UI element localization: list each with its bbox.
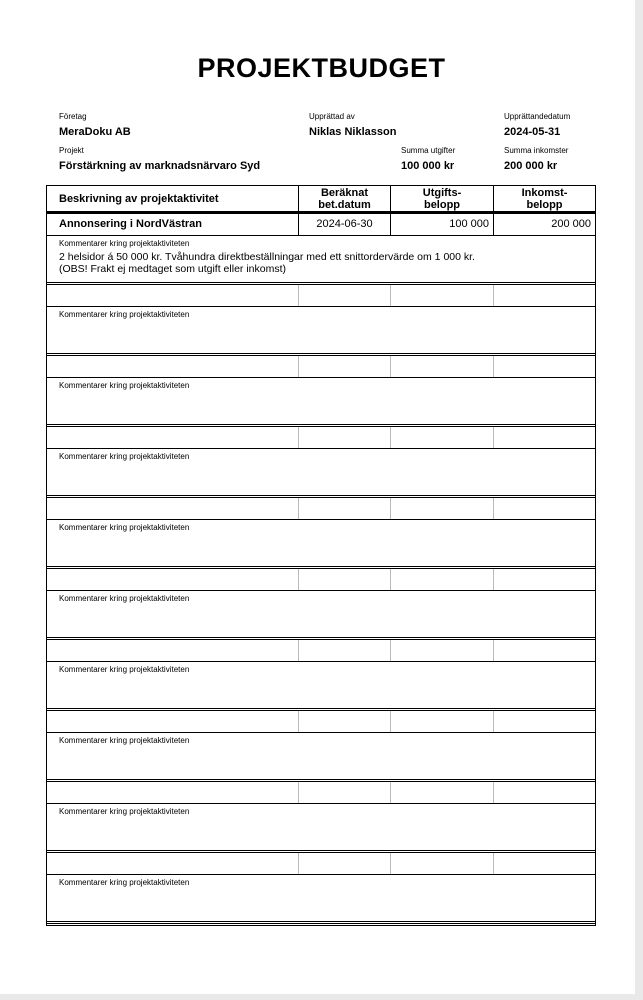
activity-description[interactable] — [47, 853, 298, 874]
table-header — [47, 186, 595, 214]
project-value: Förstärkning av marknadsnärvaro Syd — [59, 160, 261, 172]
activity-income[interactable] — [493, 356, 595, 377]
comment-label: Kommentarer kring projektaktiviteten — [59, 665, 190, 674]
comment-label: Kommentarer kring projektaktiviteten — [59, 736, 190, 745]
budget-table — [46, 185, 596, 926]
activity-expense[interactable] — [390, 640, 493, 661]
table-row — [47, 285, 595, 307]
comment-label: Kommentarer kring projektaktiviteten — [59, 878, 190, 887]
activity-block — [47, 711, 595, 782]
comment-label: Kommentarer kring projektaktiviteten — [59, 523, 190, 532]
comment-label: Kommentarer kring projektaktiviteten — [59, 452, 190, 461]
activity-description[interactable] — [47, 782, 298, 803]
activity-block — [47, 853, 595, 924]
date-value: 2024-05-31 — [504, 126, 561, 138]
activity-expense[interactable] — [390, 356, 493, 377]
table-row — [47, 782, 595, 804]
table-row — [47, 214, 595, 236]
activity-date[interactable] — [298, 782, 390, 803]
comment-label: Kommentarer kring projektaktiviteten — [59, 239, 190, 248]
activity-expense[interactable] — [390, 498, 493, 519]
comment-area[interactable] — [47, 307, 595, 320]
comment-text-line-1: 2 helsidor á 50 000 kr. Tvåhundra direktbeställningar med ett snittordervärde om 1 000 kr. — [59, 251, 475, 263]
activity-description[interactable] — [47, 427, 298, 448]
comment-area[interactable] — [47, 378, 595, 391]
prepared-by-value: Niklas Niklasson — [309, 126, 397, 138]
total-expenses-label: Summa utgifter — [401, 146, 456, 155]
activity-date[interactable] — [298, 356, 390, 377]
activity-description[interactable] — [47, 285, 298, 306]
activity-expense[interactable] — [390, 427, 493, 448]
col-description-header: Beskrivning av projektaktivitet — [59, 192, 219, 205]
total-income-label: Summa inkomster — [504, 146, 569, 155]
activity-income[interactable] — [493, 569, 595, 590]
col-date-header — [298, 186, 390, 211]
activity-block — [47, 356, 595, 427]
activity-block — [47, 640, 595, 711]
activity-description[interactable] — [47, 640, 298, 661]
activity-expense[interactable] — [390, 782, 493, 803]
project-label: Projekt — [59, 146, 84, 155]
date-label: Upprättandedatum — [504, 112, 571, 121]
activity-block — [47, 498, 595, 569]
activity-description[interactable] — [47, 569, 298, 590]
activity-description[interactable] — [47, 356, 298, 377]
table-row — [47, 356, 595, 378]
activity-date[interactable] — [298, 711, 390, 732]
table-row — [47, 711, 595, 733]
activity-expense[interactable] — [390, 569, 493, 590]
col-expense-header-text: Utgifts-belopp — [422, 186, 462, 211]
col-income-header-text: Inkomst-belopp — [521, 186, 568, 211]
activity-income[interactable] — [493, 498, 595, 519]
activity-income[interactable] — [493, 640, 595, 661]
table-row — [47, 427, 595, 449]
comment-label: Kommentarer kring projektaktiviteten — [59, 381, 190, 390]
activity-income[interactable] — [493, 782, 595, 803]
comment-area[interactable] — [47, 733, 595, 746]
comment-text-line-2: (OBS! Frakt ej medtaget som utgift eller inkomst) — [59, 263, 286, 275]
col-income-header — [493, 186, 595, 211]
comment-area[interactable] — [47, 662, 595, 675]
col-expense-header — [390, 186, 493, 211]
activity-description[interactable] — [47, 498, 298, 519]
table-row — [47, 640, 595, 662]
comment-area[interactable] — [47, 875, 595, 888]
comment-area[interactable] — [47, 804, 595, 817]
activity-date[interactable] — [298, 640, 390, 661]
table-row — [47, 498, 595, 520]
activity-block — [47, 214, 595, 285]
activity-expense[interactable] — [390, 285, 493, 306]
activity-block — [47, 569, 595, 640]
activity-income[interactable]: 200 000 — [493, 214, 595, 235]
activity-income[interactable] — [493, 853, 595, 874]
table-row — [47, 569, 595, 591]
activity-block — [47, 782, 595, 853]
activity-date[interactable] — [298, 498, 390, 519]
total-income-value: 200 000 kr — [504, 160, 558, 172]
activity-expense[interactable] — [390, 853, 493, 874]
activity-income[interactable] — [493, 711, 595, 732]
comment-area[interactable] — [47, 449, 595, 462]
activity-description[interactable] — [47, 711, 298, 732]
activity-date[interactable]: 2024-06-30 — [298, 214, 390, 235]
activity-description[interactable]: Annonsering i NordVästran — [59, 218, 203, 230]
company-value: MeraDoku AB — [59, 126, 131, 138]
comment-area[interactable] — [47, 236, 595, 275]
page-title: PROJEKTBUDGET — [197, 53, 446, 83]
activity-income[interactable] — [493, 285, 595, 306]
total-expenses-value: 100 000 kr — [401, 160, 455, 172]
activity-income[interactable] — [493, 427, 595, 448]
activity-date[interactable] — [298, 427, 390, 448]
activity-block — [47, 285, 595, 356]
comment-area[interactable] — [47, 591, 595, 604]
comment-label: Kommentarer kring projektaktiviteten — [59, 310, 190, 319]
comment-label: Kommentarer kring projektaktiviteten — [59, 807, 190, 816]
comment-area[interactable] — [47, 520, 595, 533]
activity-block — [47, 427, 595, 498]
comment-label: Kommentarer kring projektaktiviteten — [59, 594, 190, 603]
prepared-by-label: Upprättad av — [309, 112, 355, 121]
table-row — [47, 853, 595, 875]
activity-date[interactable] — [298, 569, 390, 590]
activity-expense[interactable]: 100 000 — [390, 214, 493, 235]
activity-date[interactable] — [298, 853, 390, 874]
activity-date[interactable] — [298, 285, 390, 306]
activity-expense[interactable] — [390, 711, 493, 732]
company-label: Företag — [59, 112, 87, 121]
col-date-header-text: Beräknat bet.datum — [318, 186, 371, 211]
